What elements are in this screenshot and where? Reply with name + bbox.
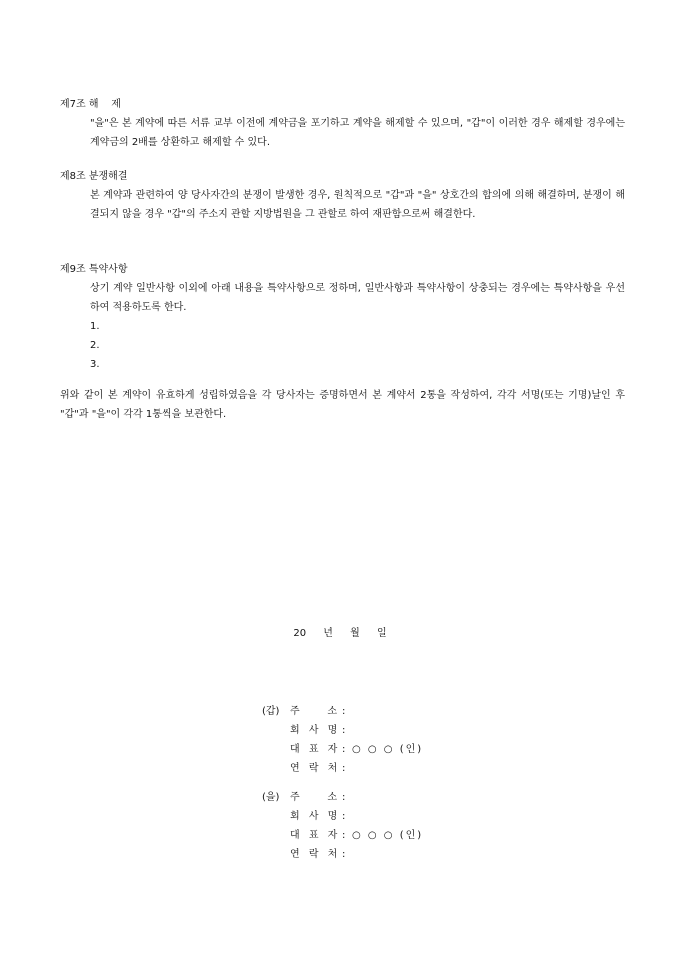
party-row <box>262 759 522 778</box>
field-label-contact: 연 락 처 <box>290 763 341 774</box>
field-colon: : <box>342 811 346 822</box>
article-title: 제9조 특약사항 <box>60 264 128 275</box>
field-label-representative: 대 표 자 <box>290 830 341 841</box>
party-row <box>262 702 522 721</box>
field-colon: : <box>342 725 346 736</box>
field-colon: : <box>342 763 346 774</box>
list-item: 3. <box>90 359 100 370</box>
field-colon: : <box>342 792 346 803</box>
party-row <box>262 740 522 759</box>
field-colon: : <box>342 830 346 841</box>
party-row <box>262 826 522 845</box>
article-body: 상기 계약 일반사항 이외에 아래 내용을 특약사항으로 정하며, 일반사항과 특약사항이 상충되는 경우에는 특약사항을 우선하여 적용하도록 한다. <box>90 283 625 313</box>
field-label-representative: 대 표 자 <box>290 744 341 755</box>
special-terms-list <box>90 317 625 374</box>
field-colon: : <box>342 706 346 717</box>
field-label-contact: 연 락 처 <box>290 849 341 860</box>
party-row <box>262 807 522 826</box>
field-label-address: 주 소 <box>290 792 341 803</box>
list-item: 1. <box>90 321 100 332</box>
party-tag: (갑) <box>262 706 280 717</box>
party-tag: (을) <box>262 792 280 803</box>
article-body: 본 계약과 관련하여 양 당사자간의 분쟁이 발생한 경우, 원칙적으로 "갑"과 "을" 상호간의 합의에 의해 해결하며, 분쟁이 해결되지 않을 경우 "갑"의 주소지 관할 지방법원을 그 관할로 하여 재판함으로써 해결한다. <box>90 190 625 220</box>
field-label-company: 회 사 명 <box>290 811 341 822</box>
field-colon: : <box>342 744 346 755</box>
field-colon: : <box>342 849 346 860</box>
closing-statement: 위와 같이 본 계약이 유효하게 성립하였음을 각 당사자는 증명하면서 본 계약서 2통을 작성하여, 각각 서명(또는 기명)날인 후 "갑"과 "을"이 각각 1통씩을 보관한다. <box>60 390 625 420</box>
party-row <box>262 845 522 864</box>
field-value-representative: ○ ○ ○ (인) <box>352 744 424 755</box>
party-eul <box>262 788 522 864</box>
party-gap <box>262 702 522 778</box>
article-title: 제7조 해 제 <box>60 99 121 110</box>
list-item: 2. <box>90 340 100 351</box>
field-value-representative: ○ ○ ○ (인) <box>352 830 424 841</box>
article-9 <box>60 260 625 374</box>
article-body: "을"은 본 계약에 따른 서류 교부 이전에 계약금을 포기하고 계약을 해제할 수 있으며, "갑"이 이러한 경우 해제할 경우에는 계약금의 2배를 상환하고 해제할 수 있다. <box>90 118 625 148</box>
field-label-address: 주 소 <box>290 706 341 717</box>
article-8 <box>60 167 625 224</box>
party-row <box>262 721 522 740</box>
article-7 <box>60 95 625 152</box>
field-label-company: 회 사 명 <box>290 725 341 736</box>
party-row <box>262 788 522 807</box>
article-title: 제8조 분쟁해결 <box>60 171 128 182</box>
contract-date: 20 년 월 일 <box>293 628 387 639</box>
